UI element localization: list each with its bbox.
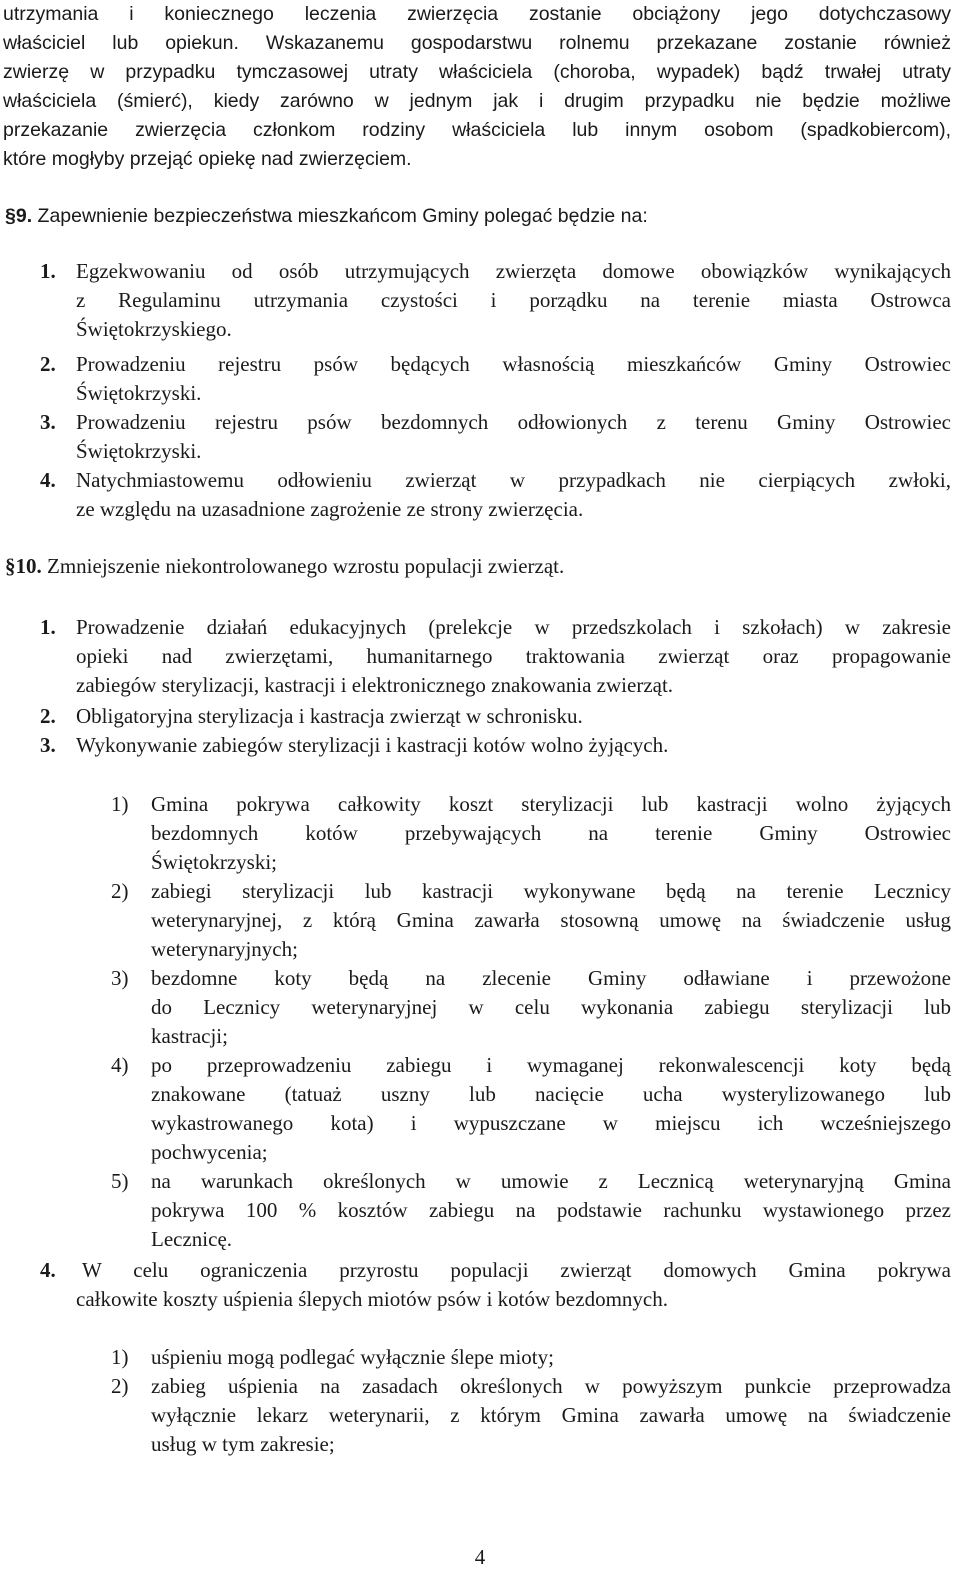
item-text-line: Wykonywanie zabiegów sterylizacji i kastracji kotów wolno żyjących. (76, 733, 669, 757)
subitem-text-line: pokrywa 100 % kosztów zabiegu na podstawie rachunku wystawionego przez (151, 1198, 951, 1222)
subitem-text-line: zabiegi sterylizacji lub kastracji wykonywane będą na terenie Lecznicy (151, 879, 951, 903)
subitem-text-line: po przeprowadzeniu zabiegu i wymaganej rekonwalescencji koty będą (151, 1053, 951, 1077)
section-9-title: Zapewnienie bezpieczeństwa mieszkańcom Gminy polegać będzie na: (37, 205, 648, 227)
subitem-text-line: weterynaryjnej, z którą Gmina zawarła stosowną umowę na świadczenie usług (151, 908, 951, 932)
subitem-text-line: usług w tym zakresie; (151, 1432, 335, 1456)
section-9-heading (5, 202, 648, 231)
subitem-number: 2) (111, 879, 129, 903)
item-text-line: ze względu na uzasadnione zagrożenie ze strony zwierzęcia. (76, 497, 584, 521)
subitem-text-line: znakowane (tatuaż uszny lub nacięcie ucha wysterylizowanego lub (151, 1082, 951, 1106)
subitem-text-line: uśpieniu mogą podlegać wyłącznie ślepe mioty; (151, 1345, 554, 1369)
item-text-line: Prowadzeniu rejestru psów bezdomnych odłowionych z terenu Gminy Ostrowiec (76, 410, 951, 434)
page-number: 4 (474, 1545, 486, 1569)
item-number: 2. (40, 352, 56, 376)
subitem-text-line: kastracji; (151, 1024, 228, 1048)
subitem-text-line: Lecznicę. (151, 1227, 233, 1251)
item-number: 2. (40, 704, 56, 728)
item-number: 3. (40, 410, 56, 434)
subitem-text-line: zabieg uśpienia na zasadach określonych w powyższym punkcie przeprowadza (151, 1374, 951, 1398)
subitem-text-line: wykastrowanego kota) i wypuszczane w miejscu ich wcześniejszego (151, 1111, 951, 1135)
subitem-number: 4) (111, 1053, 129, 1077)
subitem-text-line: pochwycenia; (151, 1140, 268, 1164)
item-text-line: W celu ograniczenia przyrostu populacji zwierząt domowych Gmina pokrywa (82, 1258, 951, 1282)
item-number: 4. (40, 468, 56, 492)
section-10-heading (5, 552, 564, 581)
section-10-title: Zmniejszenie niekontrolowanego wzrostu populacji zwierząt. (47, 554, 565, 578)
intro-line: utrzymania i koniecznego leczenia zwierzęcia zostanie obciążony jego dotychczasowy (3, 3, 951, 25)
item-text-line: Egzekwowaniu od osób utrzymujących zwierzęta domowe obowiązków wynikających (76, 259, 951, 283)
item-text-line: Obligatoryjna sterylizacja i kastracja zwierząt w schronisku. (76, 704, 583, 728)
subitem-text-line: do Lecznicy weterynaryjnej w celu wykonania zabiegu sterylizacji lub (151, 995, 951, 1019)
subitem-text-line: bezdomnych kotów przebywających na terenie Gminy Ostrowiec (151, 821, 951, 845)
item-text-line: całkowite koszty uśpienia ślepych miotów psów i kotów bezdomnych. (76, 1287, 668, 1311)
subitem-text-line: bezdomne koty będą na zlecenie Gminy odławiane i przewożone (151, 966, 951, 990)
subitem-text-line: wyłącznie lekarz weterynarii, z którym Gmina zawarła umowę na świadczenie (151, 1403, 951, 1427)
subitem-text-line: Gmina pokrywa całkowity koszt sterylizacji lub kastracji wolno żyjących (151, 792, 951, 816)
section-10-mark: §10. (5, 554, 42, 578)
subitem-text-line: na warunkach określonych w umowie z Lecznicą weterynaryjną Gmina (151, 1169, 951, 1193)
item-text-line: Świętokrzyskiego. (76, 317, 232, 341)
item-text-line: z Regulaminu utrzymania czystości i porządku na terenie miasta Ostrowca (76, 288, 951, 312)
intro-line: przekazanie zwierzęcia członkom rodziny właściciela lub innym osobom (spadkobiercom), (3, 119, 951, 141)
item-text-line: opieki nad zwierzętami, humanitarnego traktowania zwierząt oraz propagowanie (76, 644, 951, 668)
intro-line: które mogłyby przejąć opiekę nad zwierzęciem. (3, 148, 412, 170)
item-number: 1. (40, 259, 56, 283)
section-9-mark: §9. (5, 205, 33, 227)
item-text-line: zabiegów sterylizacji, kastracji i elektronicznego znakowania zwierząt. (76, 673, 674, 697)
subitem-text-line: weterynaryjnych; (151, 937, 298, 961)
intro-line: właściciel lub opiekun. Wskazanemu gospodarstwu rolnemu przekazane zostanie również (3, 32, 951, 54)
subitem-text-line: Świętokrzyski; (151, 850, 277, 874)
item-number: 1. (40, 615, 56, 639)
intro-line: właściciela (śmierć), kiedy zarówno w jednym jak i drugim przypadku nie będzie możliwe (3, 90, 951, 112)
item-number: 4. (40, 1258, 56, 1282)
intro-line: zwierzę w przypadku tymczasowej utraty właściciela (choroba, wypadek) bądź trwałej utraty (3, 61, 951, 83)
item-text-line: Prowadzenie działań edukacyjnych (prelekcje w przedszkolach i szkołach) w zakresie (76, 615, 951, 639)
item-number: 3. (40, 733, 56, 757)
item-text-line: Świętokrzyski. (76, 381, 202, 405)
subitem-number: 3) (111, 966, 129, 990)
subitem-number: 2) (111, 1374, 129, 1398)
item-text-line: Świętokrzyski. (76, 439, 202, 463)
subitem-number: 1) (111, 1345, 129, 1369)
item-text-line: Prowadzeniu rejestru psów będących własnością mieszkańców Gminy Ostrowiec (76, 352, 951, 376)
item-text-line: Natychmiastowemu odłowieniu zwierząt w przypadkach nie cierpiących zwłoki, (76, 468, 951, 492)
subitem-number: 5) (111, 1169, 129, 1193)
subitem-number: 1) (111, 792, 129, 816)
